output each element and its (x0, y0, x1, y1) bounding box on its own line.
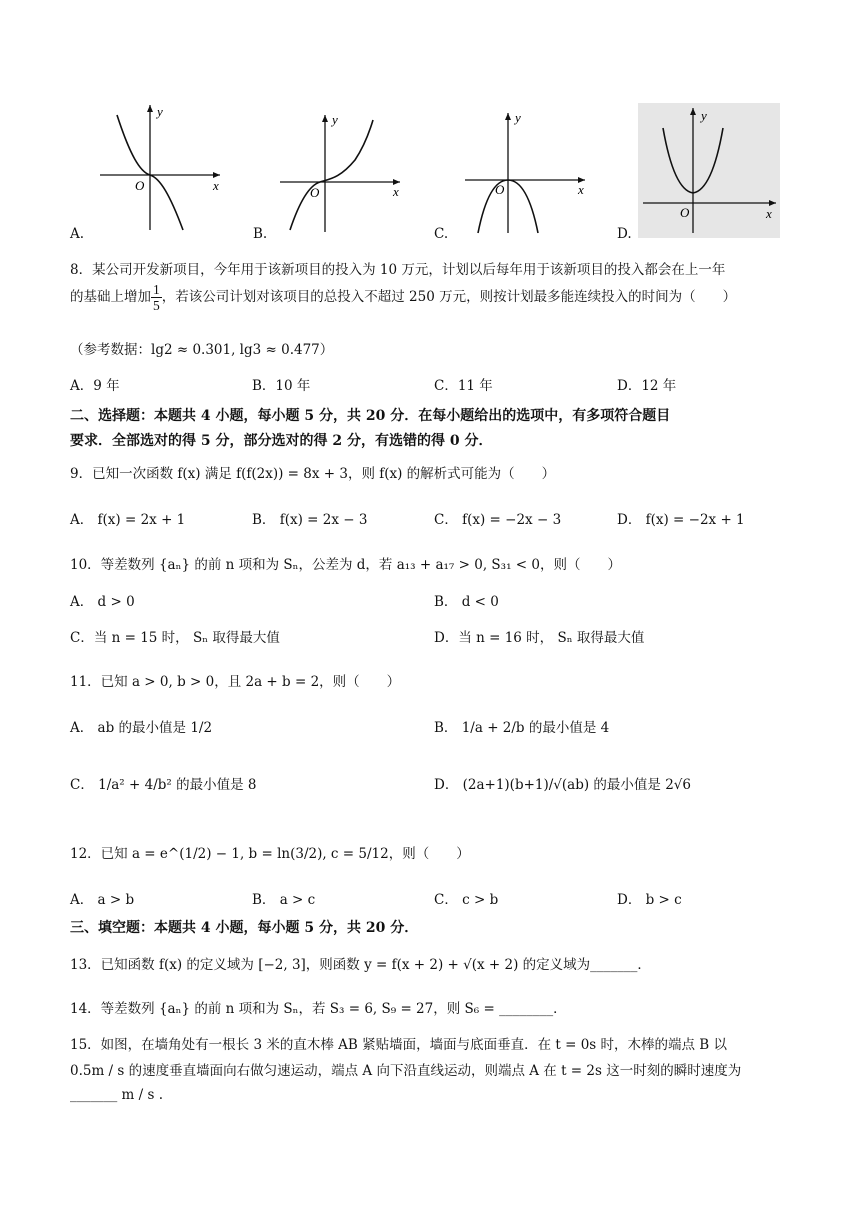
origin-label: O (310, 185, 320, 200)
q8-option-d[interactable]: D．12 年 (617, 378, 677, 394)
axis-x-label: x (578, 182, 584, 197)
q8-line1: 8．某公司开发新项目，今年用于该新项目的投入为 10 万元，计划以后每年用于该新项目的投入都会在上一年 (70, 262, 726, 278)
q9-option-d[interactable]: D． f(x) = −2x + 1 (617, 512, 745, 528)
axis-y-label: y (515, 110, 521, 125)
graph-c-label[interactable]: C. (434, 226, 449, 242)
q15-line2: 0.5m / s 的速度垂直墙面向右做匀速运动，端点 A 向下沿直线运动，则端点 A 在 t = 2s 这一时刻的瞬时速度为 (70, 1063, 742, 1079)
q8-option-c[interactable]: C．11 年 (434, 378, 493, 394)
q10-option-c[interactable]: C．当 n = 15 时， Sₙ 取得最大值 (70, 630, 280, 646)
axis-x-label: x (213, 178, 219, 193)
graph-d-label[interactable]: D. (617, 226, 632, 242)
graph-b (275, 110, 405, 235)
axis-y-label: y (701, 108, 707, 123)
q10-option-d[interactable]: D．当 n = 16 时， Sₙ 取得最大值 (434, 630, 645, 646)
q9-option-b[interactable]: B． f(x) = 2x − 3 (252, 512, 368, 528)
q8-line2-pre: 的基础上增加 (70, 289, 151, 305)
graph-a-label[interactable]: A. (70, 226, 85, 242)
q11-stem: 11．已知 a > 0, b > 0，且 2a + b = 2，则（ ） (70, 674, 401, 690)
origin-label: O (495, 182, 505, 197)
q11-option-a[interactable]: A． ab 的最小值是 1/2 (70, 720, 213, 736)
q10-stem: 10．等差数列 {aₙ} 的前 n 项和为 Sₙ，公差为 d，若 a₁₃ + a₁₇ > 0, S₃₁ < 0，则（ ） (70, 557, 621, 573)
q8-option-b[interactable]: B．10 年 (252, 378, 311, 394)
q13-stem: 13．已知函数 f(x) 的定义域为 [−2, 3]，则函数 y = f(x + 2) + √(x + 2) 的定义域为_______． (70, 957, 651, 973)
graph-b-label[interactable]: B. (253, 226, 268, 242)
section3-heading: 三、填空题：本题共 4 小题，每小题 5 分，共 20 分． (70, 920, 419, 936)
q11-option-c[interactable]: C． 1/a² + 4/b² 的最小值是 8 (70, 777, 257, 793)
q9-stem: 9．已知一次函数 f(x) 满足 f(f(2x)) = 8x + 3，则 f(x) 的解析式可能为（ ） (70, 466, 556, 482)
q8-line2-post: ，若该公司计划对该项目的总投入不超过 250 万元，则按计划最多能连续投入的时间为（ ） (161, 289, 737, 305)
section2-heading-line1: 二、选择题：本题共 4 小题，每小题 5 分，共 20 分．在每小题给出的选项中，有多项符合题目 (70, 408, 671, 424)
q12-option-b[interactable]: B． a > c (252, 892, 316, 908)
q15-line3: _______ m / s . (70, 1087, 163, 1103)
q8-line2 (70, 282, 736, 313)
origin-label: O (135, 178, 145, 193)
axis-y-label: y (332, 112, 338, 127)
q8-ref: （参考数据：lg2 ≈ 0.301, lg3 ≈ 0.477） (70, 342, 334, 358)
axis-x-label: x (766, 206, 772, 221)
q11-option-b[interactable]: B． 1/a + 2/b 的最小值是 4 (434, 720, 610, 736)
origin-label: O (680, 205, 690, 220)
q10-option-b[interactable]: B． d < 0 (434, 594, 499, 610)
graph-c (460, 108, 590, 236)
graph-d (638, 103, 780, 238)
q12-option-d[interactable]: D． b > c (617, 892, 682, 908)
q8-option-a[interactable]: A．9 年 (70, 378, 120, 394)
q9-option-c[interactable]: C． f(x) = −2x − 3 (434, 512, 562, 528)
graph-a (95, 100, 225, 235)
section2-heading-line2: 要求．全部选对的得 5 分，部分选对的得 2 分，有选错的得 0 分． (70, 433, 493, 449)
q14-stem: 14．等差数列 {aₙ} 的前 n 项和为 Sₙ，若 S₃ = 6, S₉ = 27，则 S₆ = ________． (70, 1001, 567, 1017)
axis-y-label: y (157, 104, 163, 119)
q15-line1: 15．如图，在墙角处有一根长 3 米的直木棒 AB 紧贴墙面，墙面与底面垂直．在 t = 0s 时，木棒的端点 B 以 (70, 1037, 728, 1053)
q12-option-c[interactable]: C． c > b (434, 892, 499, 908)
q10-option-a[interactable]: A． d > 0 (70, 594, 135, 610)
q12-stem: 12．已知 a = e^(1/2) − 1, b = ln(3/2), c = 5/12，则（ ） (70, 846, 470, 862)
q12-option-a[interactable]: A． a > b (70, 892, 135, 908)
q9-option-a[interactable]: A． f(x) = 2x + 1 (70, 512, 186, 528)
q11-option-d[interactable]: D． (2a+1)(b+1)/√(ab) 的最小值是 2√6 (434, 777, 692, 793)
axis-x-label: x (393, 184, 399, 199)
q8-fraction: $\frac{1}{5}$ (153, 282, 160, 313)
